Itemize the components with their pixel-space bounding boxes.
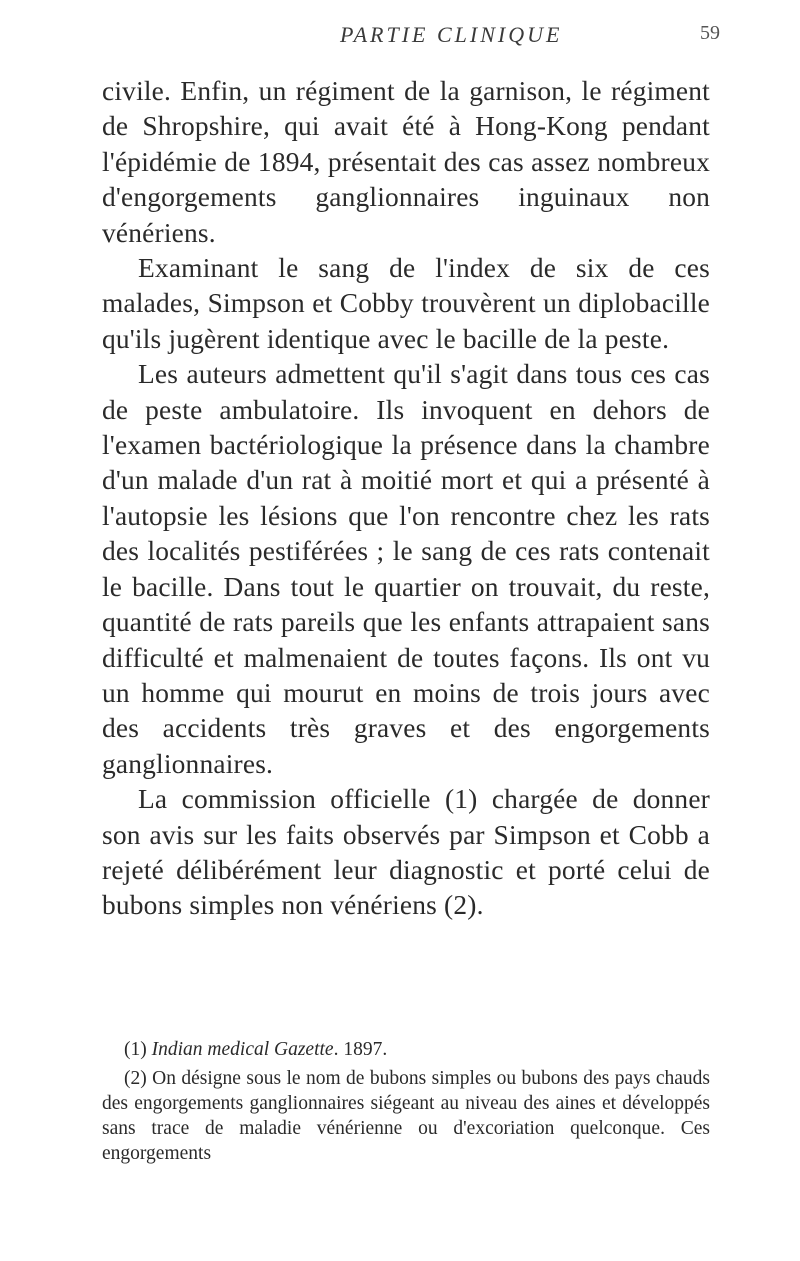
paragraph-4: La commission officielle (1) chargée de donner son avis sur les faits observés par Simpson et Cobb a rejeté délibérément leur diagnostic et porté celui de bubons simples non vénériens (2). [102, 784, 710, 921]
footnote-1-year: . 1897. [333, 1039, 388, 1060]
footnote-1 [102, 1037, 710, 1062]
running-head [0, 22, 800, 62]
paragraph-1: civile. Enfin, un régiment de la garnison, le régiment de Shropshire, qui avait été à Hong-Kong pendant l'épidémie de 1894, présentait des cas assez nombreux d'engorgements ganglionnaires inguinaux non vénériens. [102, 76, 710, 248]
page-number: 59 [700, 22, 720, 44]
footnote-1-marker: (1) [124, 1039, 147, 1060]
footnote-1-journal: Indian medical Gazette [151, 1039, 334, 1060]
main-text [102, 74, 710, 924]
paragraph-3: Les auteurs admettent qu'il s'agit dans tous ces cas de peste ambulatoire. Ils invoquent en dehors de l'examen bactériologique la présence dans la chambre d'un malade d'un rat à moitié mort et qui a présenté à l'autopsie les lésions que l'on rencontre chez les rats des localités pestiférées ; le sang de ces rats contenait le bacille. Dans tout le quartier on trouvait, du reste, quantité de rats pareils que les enfants attrapaient sans difficulté et malmenaient de toutes façons. Ils ont vu un homme qui mourut en moins de trois jours avec des accidents très graves et des engorgements ganglionnaires. [102, 359, 710, 779]
footnotes [102, 1037, 710, 1166]
running-title: PARTIE CLINIQUE [340, 22, 563, 47]
footnote-2: (2) On désigne sous le nom de bubons simples ou bubons des pays chauds des engorgements ganglionnaires siégeant au niveau des aines et développés sans trace de maladie vénérienne ou d'excoriation quelconque. Ces engorgements [102, 1068, 710, 1164]
paragraph-2: Examinant le sang de l'index de six de ces malades, Simpson et Cobby trouvèrent un diplobacille qu'ils jugèrent identique avec le bacille de la peste. [102, 253, 710, 354]
